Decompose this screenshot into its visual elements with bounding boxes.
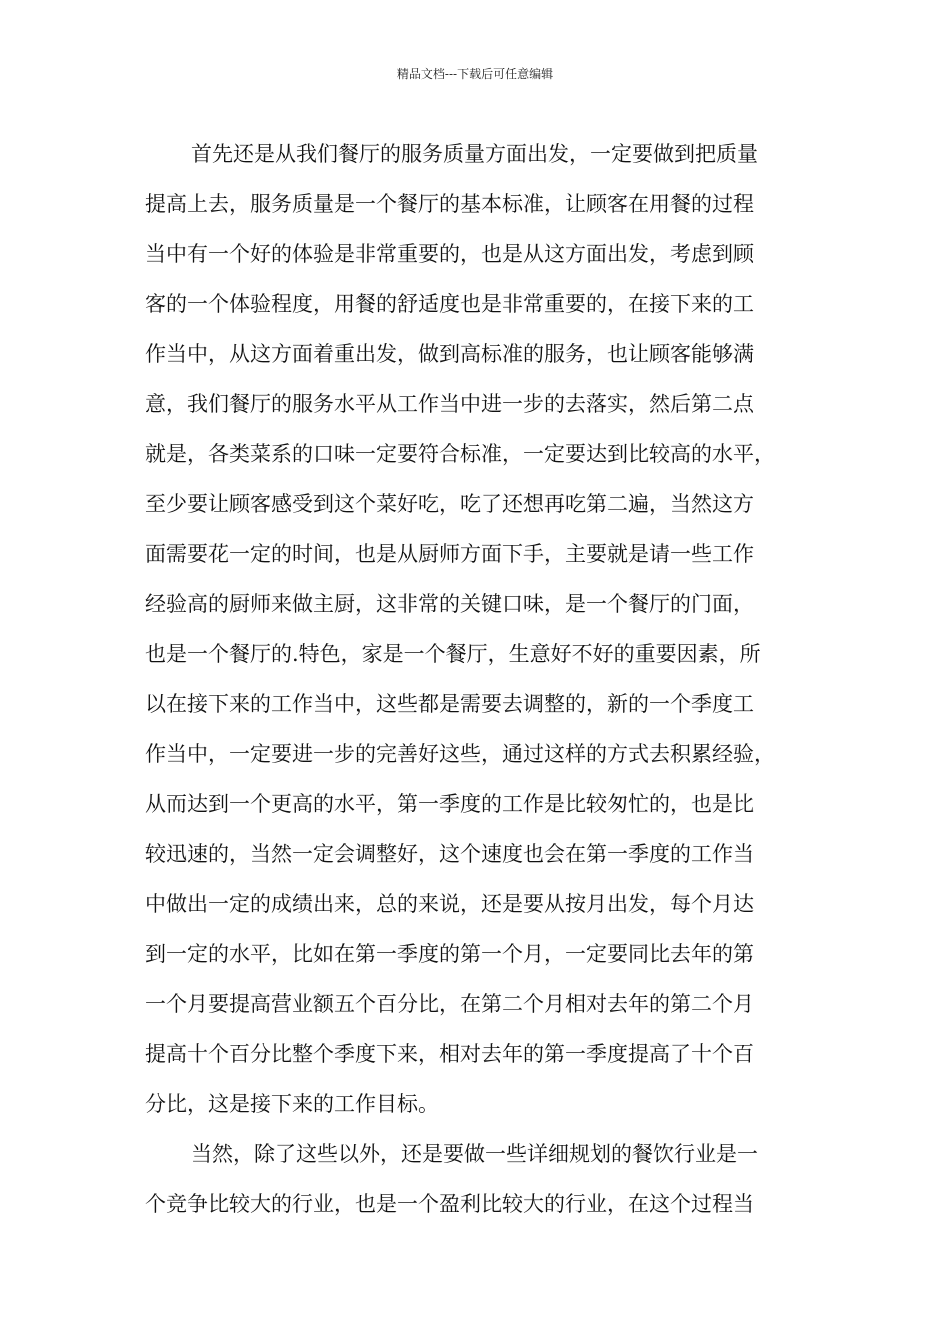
paragraph-2 <box>145 1129 825 1229</box>
text-line: 中做出一定的成绩出来，总的来说，还是要从按月出发，每个月达 <box>145 892 754 916</box>
text-line: 较迅速的，当然一定会调整好，这个速度也会在第一季度的工作当 <box>145 842 754 866</box>
text-line: 作当中，一定要进一步的完善好这些，通过这样的方式去积累经验， <box>145 742 775 766</box>
text-line: 就是，各类菜系的口味一定要符合标准，一定要达到比较高的水平， <box>145 442 775 466</box>
text-line: 客的一个体验程度，用餐的舒适度也是非常重要的，在接下来的工 <box>145 292 754 316</box>
text-line: 首先还是从我们餐厅的服务质量方面出发，一定要做到把质量 <box>191 142 758 166</box>
text-line: 意，我们餐厅的服务水平从工作当中进一步的去落实，然后第二点 <box>145 392 754 416</box>
text-line: 一个月要提高营业额五个百分比，在第二个月相对去年的第二个月 <box>145 992 754 1016</box>
page-header: 精品文档---下载后可任意编辑 <box>396 67 554 81</box>
text-line: 个竞争比较大的行业，也是一个盈利比较大的行业，在这个过程当 <box>145 1192 754 1216</box>
text-line: 以在接下来的工作当中，这些都是需要去调整的，新的一个季度工 <box>145 692 754 716</box>
text-line: 从而达到一个更高的水平，第一季度的工作是比较匆忙的，也是比 <box>145 792 754 816</box>
text-line: 至少要让顾客感受到这个菜好吃，吃了还想再吃第二遍，当然这方 <box>145 492 754 516</box>
text-line: 也是一个餐厅的.特色，家是一个餐厅，生意好不好的重要因素，所 <box>145 642 761 666</box>
body-text <box>145 129 825 1229</box>
text-line: 作当中，从这方面着重出发，做到高标准的服务，也让顾客能够满 <box>145 342 754 366</box>
text-line: 经验高的厨师来做主厨，这非常的关键口味，是一个餐厅的门面， <box>145 592 754 616</box>
text-line: 到一定的水平，比如在第一季度的第一个月，一定要同比去年的第 <box>145 942 754 966</box>
text-line: 当中有一个好的体验是非常重要的，也是从这方面出发，考虑到顾 <box>145 242 754 266</box>
text-line: 分比，这是接下来的工作目标。 <box>145 1092 439 1116</box>
paragraph-1 <box>145 129 825 1129</box>
text-line: 提高上去，服务质量是一个餐厅的基本标准，让顾客在用餐的过程 <box>145 192 754 216</box>
text-line: 面需要花一定的时间，也是从厨师方面下手，主要就是请一些工作 <box>145 542 754 566</box>
text-line: 当然，除了这些以外，还是要做一些详细规划的餐饮行业是一 <box>191 1142 758 1166</box>
text-line: 提高十个百分比整个季度下来，相对去年的第一季度提高了十个百 <box>145 1042 754 1066</box>
